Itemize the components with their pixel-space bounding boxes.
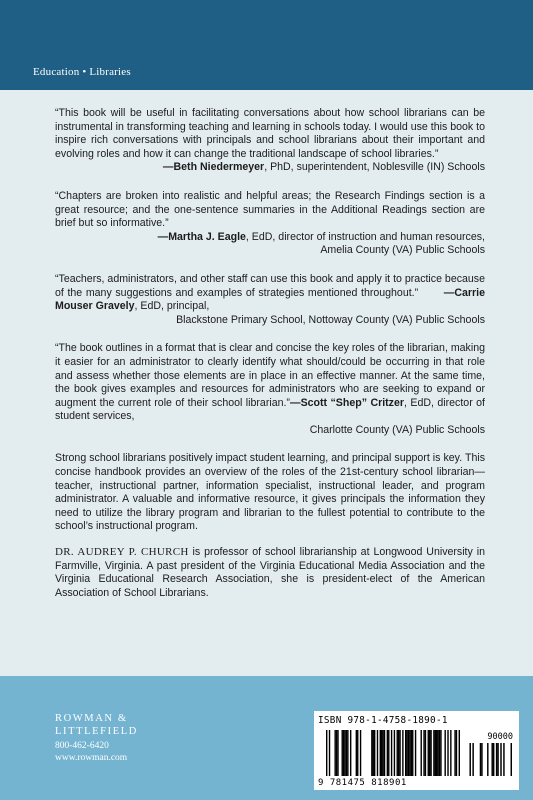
- barcode-bar: [382, 730, 383, 776]
- barcode-bar: [374, 730, 375, 776]
- barcode-bar: [433, 730, 434, 776]
- endorser-title: , PhD, superintendent, Noblesville (IN) Schools: [264, 161, 485, 174]
- price-bar: [481, 743, 482, 776]
- barcode-bar: [430, 730, 431, 776]
- barcode-bar: [356, 730, 357, 776]
- endorsement-attribution: [55, 161, 485, 175]
- author-bio-text: is professor of school librarianship at Longwood University in Farmville, Virginia. A past president of the Virginia Educational Media Association and the Virginia Educational Research Association, she is president-elect of the American Association of School Librarians.: [55, 546, 485, 599]
- barcode-bar: [346, 730, 347, 776]
- barcode-bar: [336, 730, 337, 776]
- price-bar: [500, 743, 501, 776]
- price-bar: [503, 743, 504, 776]
- price-bar: [497, 743, 498, 776]
- barcode-bar: [391, 730, 392, 776]
- endorsement-4: [55, 342, 485, 437]
- endorser-organization: Blackstone Primary School, Nottoway County (VA) Public Schools: [176, 313, 485, 326]
- barcode-bar: [415, 730, 416, 776]
- endorser-organization: Charlotte County (VA) Public Schools: [309, 423, 485, 436]
- endorsement-attribution: [55, 314, 485, 328]
- publisher-name-line2: LITTLEFIELD: [55, 726, 138, 737]
- endorser-name: —Martha J. Eagle: [157, 230, 246, 243]
- endorser-title: , EdD, principal,: [134, 300, 210, 313]
- subject-category: Education • Libraries: [33, 66, 131, 78]
- price-code: 90000: [487, 732, 513, 742]
- barcode-bar: [435, 730, 436, 776]
- price-bar: [487, 743, 488, 776]
- barcode-bar: [381, 730, 382, 776]
- book-description: Strong school librarians positively impact student learning, and principal support is key. This concise handbook provides an overview of the roles of the 21st-century school librarian—teacher, instructional partner, information specialist, instructional leader, and program administrator. A valuable and informative resource, it gives principals the information they need to utilize the library program and librarian to the fullest potential to contribute to the school’s instructional program.: [55, 452, 485, 533]
- endorser-title: , EdD, director of instruction and human resources,: [245, 230, 485, 243]
- endorsement-attribution: [55, 231, 485, 245]
- endorsement-3: [55, 273, 485, 327]
- barcode-bar: [398, 730, 399, 776]
- price-bar: [480, 743, 481, 776]
- endorsement-2: [55, 190, 485, 258]
- barcode-bar: [454, 730, 455, 776]
- barcode-bar: [429, 730, 430, 776]
- publisher-name-line1: ROWMAN &: [55, 713, 128, 724]
- barcode-bar: [406, 730, 407, 776]
- barcode-bar: [439, 730, 440, 776]
- price-bar: [469, 743, 470, 776]
- barcode-bar: [384, 730, 385, 776]
- barcode-bar: [387, 730, 388, 776]
- endorsement-attribution: [55, 424, 485, 438]
- author-bio: [55, 546, 485, 600]
- publisher-block: [55, 712, 138, 764]
- back-cover-text: [55, 107, 485, 600]
- isbn-text: ISBN 978-1-4758-1890-1: [318, 715, 448, 726]
- price-bar: [496, 743, 497, 776]
- barcode-bar: [342, 730, 343, 776]
- barcode-bar: [450, 730, 451, 776]
- endorsement-quote: “Chapters are broken into realistic and helpful areas; the Research Findings section is a great resource; and the one-sentence summaries in the Additional Readings section are brief but so informative.”: [55, 189, 485, 230]
- barcode-bar: [344, 730, 345, 776]
- barcode-digits: 9 781475 818901: [318, 778, 407, 788]
- barcode-bar: [373, 730, 374, 776]
- barcode-bar: [337, 730, 338, 776]
- barcode-bar: [343, 730, 344, 776]
- price-bar: [472, 743, 473, 776]
- barcode-bar: [357, 730, 358, 776]
- barcode-bar: [397, 730, 398, 776]
- endorsement-attribution: [55, 244, 485, 258]
- endorser-name: —Carrie Mouser Gravely: [55, 286, 485, 313]
- barcode-bar: [444, 730, 445, 776]
- endorsement-quote-text: “The book outlines in a format that is clear and concise the key roles of the librarian, making it easier for an administrator to clearly identify what should/could be occurring in that role and assess whether those elements are in place in an effective manner. At the same time, the book gives examples and resources for administrators who are seeking to expand or augment the current role of their school librarian.”: [55, 342, 485, 409]
- barcode-bar: [377, 730, 378, 776]
- barcode-bar: [436, 730, 437, 776]
- barcode-bar: [380, 730, 381, 776]
- publisher-phone: 800-462-6420: [55, 741, 109, 751]
- barcode-bar: [409, 730, 410, 776]
- barcode-bar: [447, 730, 448, 776]
- barcode-bar: [350, 730, 351, 776]
- barcode-bar: [388, 730, 389, 776]
- barcode-bar: [408, 730, 409, 776]
- barcode-bar: [425, 730, 426, 776]
- endorsement-quote: [55, 273, 485, 314]
- publisher-website: www.rowman.com: [55, 753, 128, 763]
- barcode-bar: [405, 730, 406, 776]
- price-bar: [491, 743, 492, 776]
- endorsement-1: [55, 107, 485, 175]
- endorser-title: , EdD, director of student services,: [55, 396, 486, 423]
- endorsement-quote: “This book will be useful in facilitating conversations about how school librarians can be instrumental in transforming teaching and learning in schools today. I would use this book to inspire rich conversations with principals and school librarians about their important and evolving roles and how it can change the traditional landscape of school libraries.”: [55, 107, 485, 160]
- barcode-bar: [456, 730, 457, 776]
- barcode-bar: [459, 730, 460, 776]
- price-bar: [493, 743, 494, 776]
- price-bar: [511, 743, 512, 776]
- barcode-bar: [329, 730, 330, 776]
- barcode-bar: [394, 730, 395, 776]
- barcode-bar: [326, 730, 327, 776]
- barcode-bar: [360, 730, 361, 776]
- endorser-name: —Scott “Shep” Critzer: [289, 396, 404, 409]
- endorsement-quote: [55, 342, 485, 424]
- barcode-bar: [411, 730, 412, 776]
- endorsement-quote-text: “Teachers, administrators, and other staff can use this book and apply it to practice because of the many suggestions and examples of strategies mentioned throughout.”: [55, 272, 485, 299]
- barcode-bar: [371, 730, 372, 776]
- author-name: DR. AUDREY P. CHURCH: [55, 546, 189, 559]
- barcode-bar: [437, 730, 438, 776]
- isbn-barcode: [314, 711, 519, 790]
- barcode-bar: [402, 730, 403, 776]
- barcode-bar: [440, 730, 441, 776]
- barcode-bar: [347, 730, 348, 776]
- endorser-name: —Beth Niedermeyer: [162, 161, 265, 174]
- endorser-organization: Amelia County (VA) Public Schools: [320, 244, 485, 257]
- barcode-bar: [412, 730, 413, 776]
- barcode-bar: [428, 730, 429, 776]
- barcode-bar: [334, 730, 335, 776]
- barcode-bar: [399, 730, 400, 776]
- barcode-bar: [423, 730, 424, 776]
- barcode-bar: [421, 730, 422, 776]
